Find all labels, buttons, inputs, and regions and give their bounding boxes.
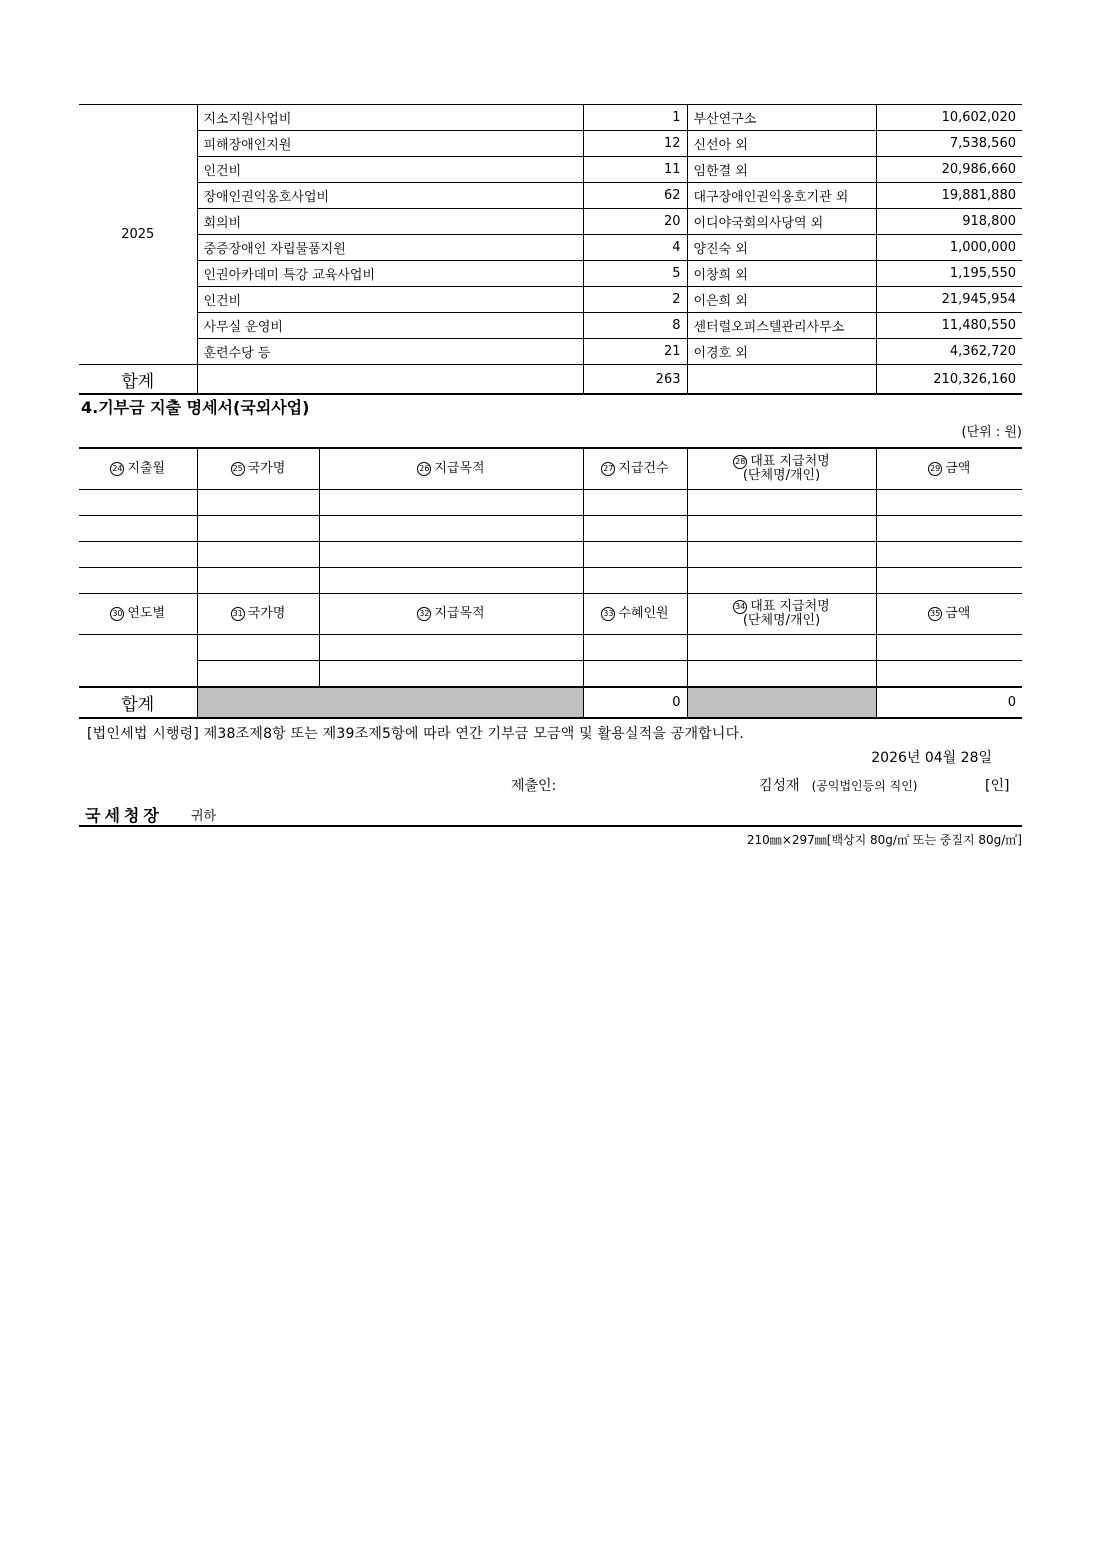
circle-number: 27 xyxy=(601,462,615,476)
table-row xyxy=(79,131,1022,157)
addressee: 국세청장 xyxy=(85,806,163,825)
purpose-cell: 지소지원사업비 xyxy=(197,105,583,131)
purpose-cell: 인건비 xyxy=(197,157,583,183)
amount-cell: 1,000,000 xyxy=(876,235,1022,261)
overseas-expense-table xyxy=(79,447,1022,719)
submitter-role: (공익법인등의 직인) xyxy=(811,779,918,793)
unit-label: (단위 : 원) xyxy=(961,425,1022,440)
circle-number: 34 xyxy=(733,600,747,614)
total-amount: 210,326,160 xyxy=(876,365,1022,395)
addressee-line xyxy=(79,797,1022,827)
empty-row xyxy=(79,635,1022,661)
col-header-country: 25 국가명 xyxy=(197,448,319,490)
table-row xyxy=(79,105,1022,131)
purpose-cell: 회의비 xyxy=(197,209,583,235)
purpose-cell: 장애인권익옹호사업비 xyxy=(197,183,583,209)
recipient-cell: 부산연구소 xyxy=(687,105,876,131)
donation-expense-table xyxy=(79,104,1022,395)
empty-row xyxy=(79,542,1022,568)
circle-number: 25 xyxy=(231,462,245,476)
recipient-cell: 신선아 외 xyxy=(687,131,876,157)
table-row xyxy=(79,209,1022,235)
amount-cell: 10,602,020 xyxy=(876,105,1022,131)
total-count: 0 xyxy=(583,687,687,718)
empty-row xyxy=(79,516,1022,542)
section-title: 4.기부금 지출 명세서(국외사업) xyxy=(81,398,310,417)
circle-number: 32 xyxy=(417,607,431,621)
recipient-cell: 양진숙 외 xyxy=(687,235,876,261)
purpose-cell: 인권아카데미 특강 교육사업비 xyxy=(197,261,583,287)
table-row xyxy=(79,339,1022,365)
submitter-label: 제출인: xyxy=(511,778,557,794)
circle-number: 30 xyxy=(110,607,124,621)
count-cell: 12 xyxy=(583,131,687,157)
table-row xyxy=(79,183,1022,209)
total-label: 합계 xyxy=(79,365,197,395)
circle-number: 31 xyxy=(231,607,245,621)
empty-row xyxy=(79,568,1022,594)
col-header-count: 27 지급건수 xyxy=(583,448,687,490)
total-label: 합계 xyxy=(79,687,197,718)
shaded-cell xyxy=(687,687,876,718)
count-cell: 20 xyxy=(583,209,687,235)
circle-number: 35 xyxy=(928,607,942,621)
table-row xyxy=(79,313,1022,339)
empty-row xyxy=(79,490,1022,516)
total-row xyxy=(79,365,1022,395)
count-cell: 5 xyxy=(583,261,687,287)
total-purpose-cell xyxy=(197,365,583,395)
col-header-amount: 29 금액 xyxy=(876,448,1022,490)
submitter-name: 김성재 xyxy=(759,778,800,794)
amount-cell: 19,881,880 xyxy=(876,183,1022,209)
table-row xyxy=(79,157,1022,183)
col-header-purpose: 32 지급목적 xyxy=(319,594,583,635)
count-cell: 11 xyxy=(583,157,687,183)
circle-number: 33 xyxy=(601,607,615,621)
purpose-cell: 사무실 운영비 xyxy=(197,313,583,339)
amount-cell: 21,945,954 xyxy=(876,287,1022,313)
circle-number: 24 xyxy=(110,462,124,476)
recipient-cell: 임한결 외 xyxy=(687,157,876,183)
total-row xyxy=(79,687,1022,718)
total-recipient-cell xyxy=(687,365,876,395)
recipient-cell: 센터럴오피스텔관리사무소 xyxy=(687,313,876,339)
header-row xyxy=(79,594,1022,635)
total-amount: 0 xyxy=(876,687,1022,718)
table-row xyxy=(79,261,1022,287)
recipient-cell: 이디야국회의사당역 외 xyxy=(687,209,876,235)
total-count: 263 xyxy=(583,365,687,395)
amount-cell: 1,195,550 xyxy=(876,261,1022,287)
purpose-cell: 훈련수당 등 xyxy=(197,339,583,365)
col-header-country: 31 국가명 xyxy=(197,594,319,635)
col-header-recipient: 28 대표 지급처명 (단체명/개인) xyxy=(687,448,876,490)
col-header-beneficiaries: 33 수혜인원 xyxy=(583,594,687,635)
header-row xyxy=(79,448,1022,490)
col-header-purpose: 26 지급목적 xyxy=(319,448,583,490)
amount-cell: 918,800 xyxy=(876,209,1022,235)
recipient-cell: 대구장애인권익옹호기관 외 xyxy=(687,183,876,209)
purpose-cell: 중증장애인 자립물품지원 xyxy=(197,235,583,261)
purpose-cell: 인건비 xyxy=(197,287,583,313)
submitter-name-group xyxy=(759,775,918,795)
recipient-cell: 이경호 외 xyxy=(687,339,876,365)
col-header-year: 30 연도별 xyxy=(79,594,197,635)
amount-cell: 20,986,660 xyxy=(876,157,1022,183)
submitter-line xyxy=(79,769,1022,797)
recipient-cell: 이창희 외 xyxy=(687,261,876,287)
recipient-cell: 이은희 외 xyxy=(687,287,876,313)
empty-row xyxy=(79,661,1022,688)
col-header-recipient: 34 대표 지급처명 (단체명/개인) xyxy=(687,594,876,635)
col-header-amount: 35 금액 xyxy=(876,594,1022,635)
submission-date: 2026년 04월 28일 xyxy=(871,750,992,766)
count-cell: 1 xyxy=(583,105,687,131)
seal-mark: [인] xyxy=(985,778,1010,794)
count-cell: 62 xyxy=(583,183,687,209)
circle-number: 28 xyxy=(733,455,747,469)
col-header-month: 24 지출월 xyxy=(79,448,197,490)
year-cell: 2025 xyxy=(79,105,197,365)
table-row xyxy=(79,235,1022,261)
document-page xyxy=(79,104,1022,848)
table-row xyxy=(79,287,1022,313)
count-cell: 8 xyxy=(583,313,687,339)
count-cell: 4 xyxy=(583,235,687,261)
count-cell: 21 xyxy=(583,339,687,365)
amount-cell: 7,538,560 xyxy=(876,131,1022,157)
amount-cell: 4,362,720 xyxy=(876,339,1022,365)
count-cell: 2 xyxy=(583,287,687,313)
circle-number: 29 xyxy=(928,462,942,476)
honorific: 귀하 xyxy=(191,809,217,824)
purpose-cell: 피해장애인지원 xyxy=(197,131,583,157)
legal-notice: [법인세법 시행령] 제38조제8항 또는 제39조제5항에 따라 연간 기부금 모금액 및 활용실적을 공개합니다. xyxy=(87,726,745,742)
circle-number: 26 xyxy=(417,462,431,476)
shaded-cell xyxy=(197,687,583,718)
amount-cell: 11,480,550 xyxy=(876,313,1022,339)
paper-spec: 210㎜×297㎜[백상지 80g/㎡ 또는 중질지 80g/㎡] xyxy=(746,833,1022,847)
